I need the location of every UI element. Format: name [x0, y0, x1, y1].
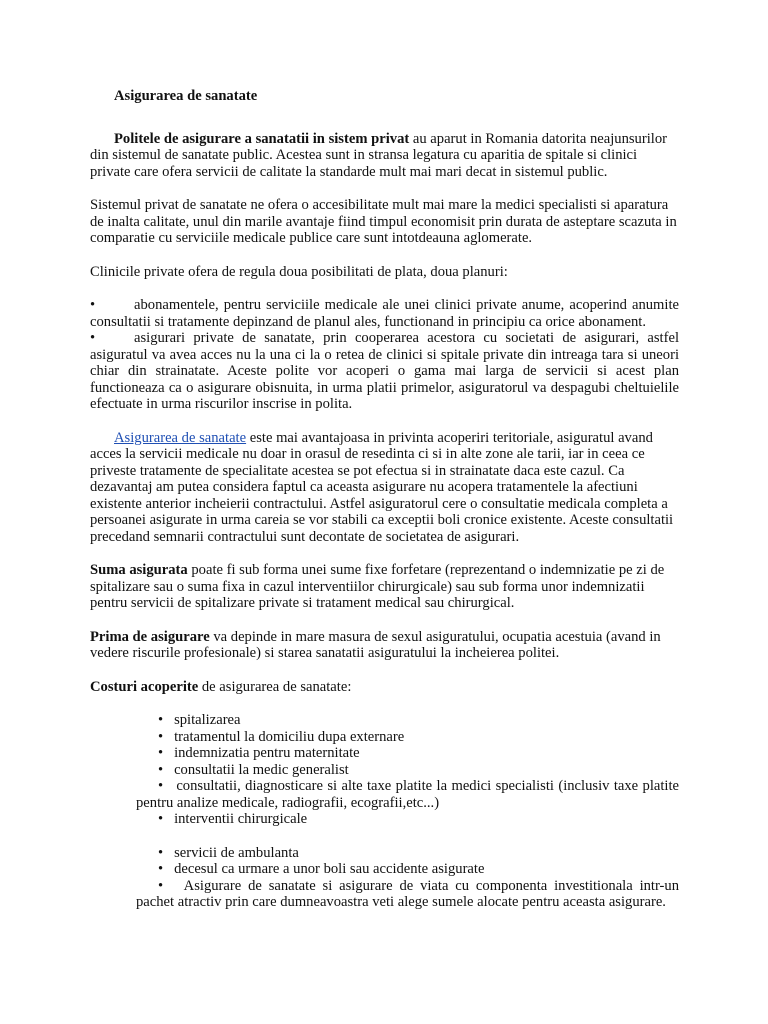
paragraph-payment-plans: Clinicile private ofera de regula doua posibilitati de plata, doua planuri:	[90, 263, 508, 280]
covered-costs-bold: Costuri acoperite	[90, 678, 199, 695]
intro-bold-phrase: Politele de asigurare a sanatatii in sistem privat	[114, 130, 410, 147]
premium-text: va depinde in mare masura de sexul asiguratului, ocupatia acestuia (avand in vedere riscurile profesionale) si starea sanatatii asiguratului la incheierea politei.	[90, 628, 661, 661]
list-item	[136, 778, 679, 811]
intro-text: au aparut in Romania datorita neajunsurilor din sistemul de sanatate public. Acestea sunt in stransa legatura cu aparitia de spitale si clinici private care ofera servicii de calitate la standarde mult mai mari decat in sistemul public.	[90, 130, 667, 180]
document-title: Asigurarea de sanatate	[114, 88, 258, 104]
list-item-text: Asigurare de sanatate si asigurare de viata cu componenta investitionala intr-un pachet atractiv prin care dumneavoastra veti alege sumele alocate pentru aceasta asigurare.	[136, 877, 679, 910]
list-item	[136, 762, 679, 779]
covered-costs-text: de asigurarea de sanatate:	[198, 678, 352, 695]
plan-item-insurance	[90, 330, 679, 413]
paragraph-premium	[90, 629, 679, 662]
bullet-marker: •	[158, 811, 164, 827]
list-item-text: servicii de ambulanta	[174, 844, 299, 861]
covered-costs-list-b	[90, 845, 679, 911]
plan-item-subscription	[90, 297, 679, 330]
advantages-text: este mai avantajoasa in privinta acoperiri teritoriale, asiguratul avand acces la servicii medicale nu doar in orasul de resedinta ci si in alte zone ale tarii, iar in ceea ce priveste tratamente de specialitate acestea se pot efectua si in strainatate daca este cazul. Ca dezavantaj am putea considera faptul ca aceasta asigurare nu acopera tratamentele la afectiuni existente anterior incheierii contractului. Astfel asiguratorul cere o consultatie medicala completa a persoanei asigurate in urma careia se vor stabili ca exceptii boli cronice existente. Aceste consultatii precedand semnarii contractului sunt decontate de societatea de asigurari.	[90, 429, 674, 545]
paragraph-advantages	[90, 430, 679, 546]
bullet-marker: •	[158, 778, 164, 794]
bullet-marker: •	[158, 728, 164, 745]
covered-costs-list-a	[90, 712, 679, 828]
list-item-text: tratamentul la domiciliu dupa externare	[174, 728, 405, 745]
list-item	[136, 811, 679, 828]
bullet-marker: •	[158, 844, 164, 861]
list-item	[136, 729, 679, 746]
list-item	[136, 712, 679, 729]
document-page	[90, 88, 679, 911]
list-item-text: spitalizarea	[174, 712, 241, 728]
health-insurance-link[interactable]: Asigurarea de sanatate	[114, 429, 247, 446]
list-item	[136, 878, 679, 911]
premium-bold: Prima de asigurare	[90, 628, 210, 645]
sum-insured-bold: Suma asigurata	[90, 562, 188, 578]
sum-insured-text: poate fi sub forma unei sume fixe forfetare (reprezentand o indemnizatie pe zi de spitalizare sau o suma fixa in cazul interventiilor chirurgicale) sau sub forma unor indemnizatii pentru servicii de spitalizare private si tratament medical sau chirurgical.	[90, 562, 665, 611]
plan-item-text: abonamentele, pentru serviciile medicale ale unei clinici private anume, acoperind anumite consultatii si tratamente depinzand de planul ales, functionand in principiu ca orice abonament.	[90, 297, 679, 330]
bullet-marker: •	[158, 761, 164, 778]
paragraph-private-system: Sistemul privat de sanatate ne ofera o accesibilitate mult mai mare la medici specialisti si aparatura de inalta calitate, unul din marile avantaje fiind timpul economisit prin durata de asteptare scazuta in comparatie cu serviciile medicale publice care sunt intotdeauna aglomerate.	[90, 197, 677, 246]
list-item-text: interventii chirurgicale	[174, 811, 308, 827]
list-item-text: indemnizatia pentru maternitate	[174, 745, 360, 761]
list-item-text: consultatii la medic generalist	[174, 761, 349, 778]
bullet-marker: •	[158, 745, 164, 761]
paragraph-covered-costs	[90, 679, 679, 696]
bullet-marker: •	[158, 712, 164, 728]
paragraph-sum-insured	[90, 562, 679, 612]
bullet-marker: •	[90, 330, 96, 346]
list-item	[136, 745, 679, 762]
list-item	[136, 861, 679, 878]
list-item-text: decesul ca urmare a unor boli sau accidente asigurate	[174, 861, 485, 877]
list-item	[136, 845, 679, 862]
bullet-marker: •	[90, 297, 96, 313]
bullet-marker: •	[158, 877, 164, 894]
paragraph-intro	[90, 131, 679, 181]
plan-item-text: asigurari private de sanatate, prin cooperarea acestora cu societati de asigurari, astfel asiguratul va avea acces nu la una ci la o retea de clinici si spitale private din intreaga tara si uneori chiar din strainatate. Aceste polite vor acoperi o gama mai larga de servicii si acest plan functioneaza ca o asigurare obisnuita, in urma platii primelor, asiguratorul va despagubi cheltuielile efectuate in urma riscurilor inscrise in polita.	[90, 330, 679, 412]
list-item-text: consultatii, diagnosticare si alte taxe platite la medici specialisti (inclusiv taxe platite pentru analize medicale, radiografii, ecografii,etc...)	[136, 778, 679, 811]
bullet-marker: •	[158, 861, 164, 877]
